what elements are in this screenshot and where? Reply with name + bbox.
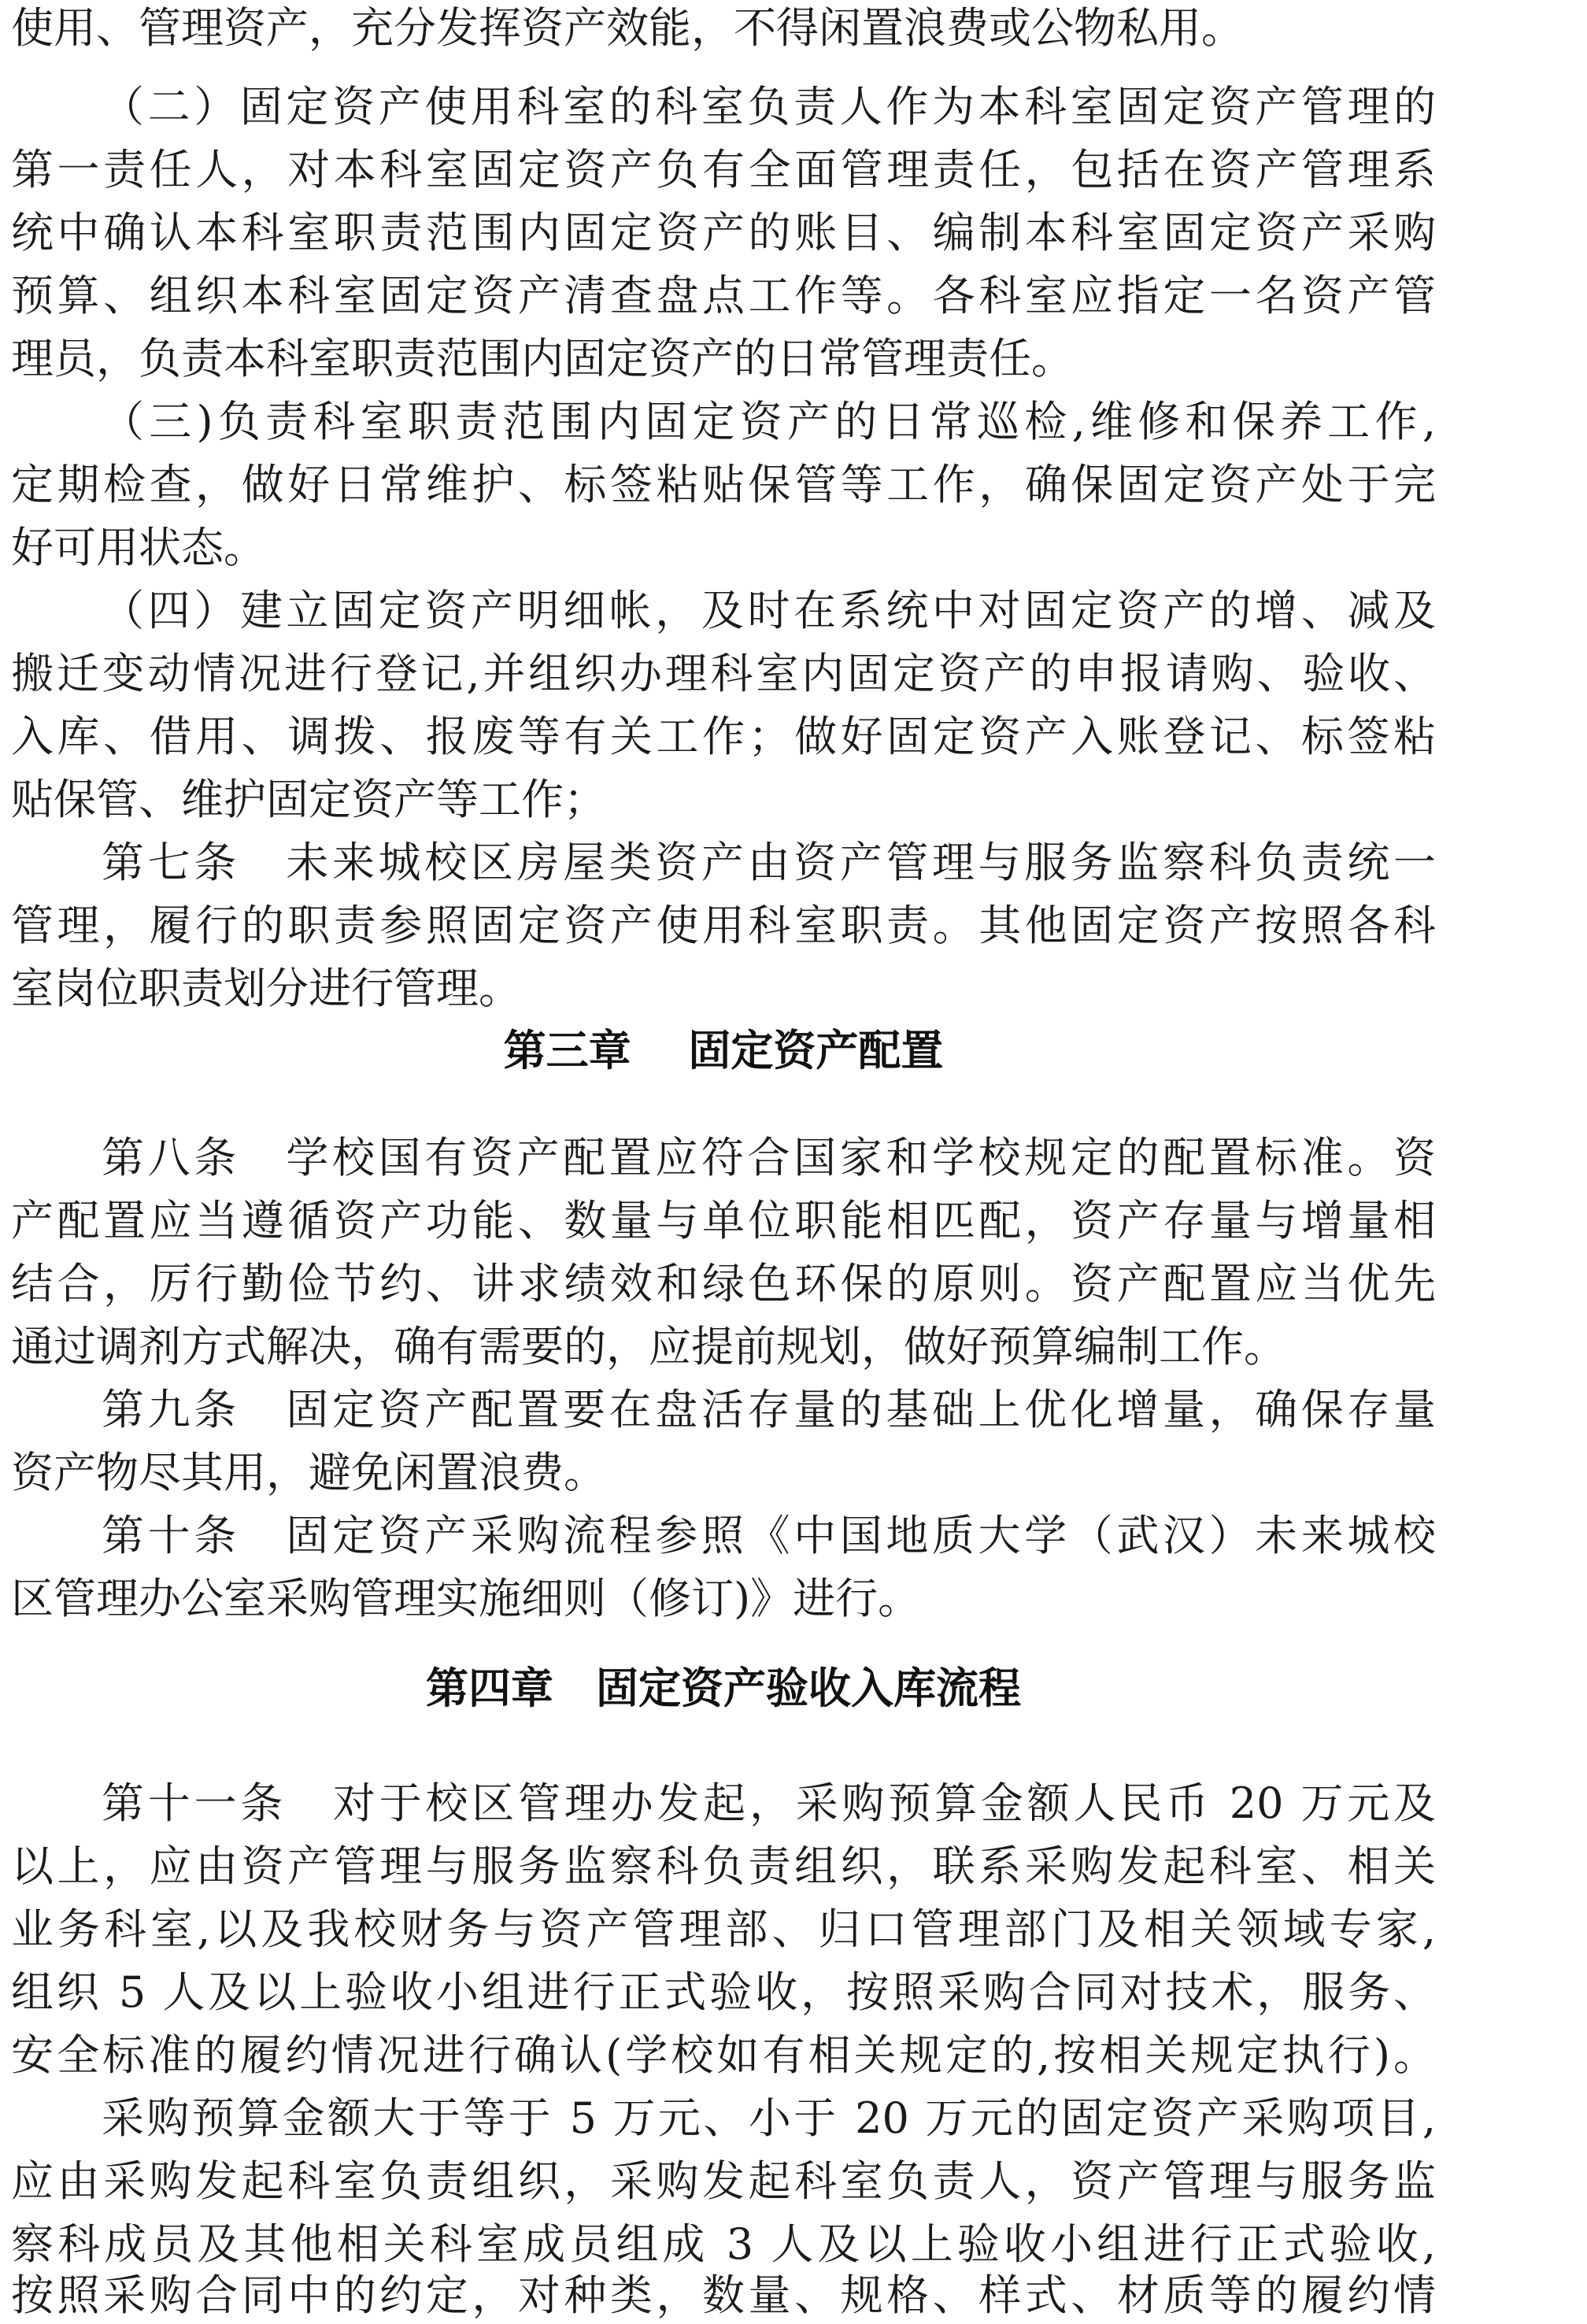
paragraph-line: （四）建立固定资产明细帐，及时在系统中对固定资产的增、减及 <box>102 586 1436 635</box>
paragraph-line: 管理，履行的职责参照固定资产使用科室职责。其他固定资产按照各科 <box>11 901 1436 950</box>
paragraph-line: 以上，应由资产管理与服务监察科负责组织，联系采购发起科室、相关 <box>11 1841 1436 1891</box>
paragraph-line: 第一责任人，对本科室固定资产负有全面管理责任，包括在资产管理系 <box>11 145 1436 194</box>
paragraph-line: 使用、管理资产，充分发挥资产效能，不得闲置浪费或公物私用。 <box>11 3 1244 53</box>
paragraph-line: 第十条 固定资产采购流程参照《中国地质大学（武汉）未来城校 <box>102 1511 1436 1560</box>
paragraph-line: 室岗位职责划分进行管理。 <box>11 964 521 1013</box>
paragraph-line: 产配置应当遵循资产功能、数量与单位职能相匹配，资产存量与增量相 <box>11 1196 1436 1245</box>
chapter-heading: 第四章 固定资产验收入库流程 <box>426 1663 1021 1713</box>
paragraph-line: 区管理办公室采购管理实施细则（修订)》进行。 <box>11 1574 921 1623</box>
paragraph-line: （二）固定资产使用科室的科室负责人作为本科室固定资产管理的 <box>102 82 1436 131</box>
paragraph-line: 搬迁变动情况进行登记,并组织办理科室内固定资产的申报请购、验收、 <box>11 649 1436 698</box>
paragraph-line: 理员，负责本科室职责范围内固定资产的日常管理责任。 <box>11 334 1074 383</box>
paragraph-line: 安全标准的履约情况进行确认(学校如有相关规定的,按相关规定执行)。 <box>11 2030 1436 2080</box>
paragraph-line: 第七条 未来城校区房屋类资产由资产管理与服务监察科负责统一 <box>102 838 1436 887</box>
paragraph-line: 第九条 固定资产配置要在盘活存量的基础上优化增量，确保存量 <box>102 1385 1436 1434</box>
paragraph-line: 资产物尽其用，避免闲置浪费。 <box>11 1448 606 1497</box>
paragraph-line: （三)负责科室职责范围内固定资产的日常巡检,维修和保养工作, <box>102 397 1436 446</box>
chapter-heading: 第三章 固定资产配置 <box>503 1026 944 1075</box>
paragraph-line: 应由采购发起科室负责组织，采购发起科室负责人，资产管理与服务监 <box>11 2156 1436 2206</box>
paragraph-line: 业务科室,以及我校财务与资产管理部、归口管理部门及相关领域专家, <box>11 1904 1436 1954</box>
paragraph-line: 通过调剂方式解决，确有需要的，应提前规划，做好预算编制工作。 <box>11 1322 1286 1371</box>
paragraph-line: 统中确认本科室职责范围内固定资产的账目、编制本科室固定资产采购 <box>11 208 1436 257</box>
paragraph-line: 预算、组织本科室固定资产清查盘点工作等。各科室应指定一名资产管 <box>11 271 1436 320</box>
paragraph-line: 好可用状态。 <box>11 523 266 572</box>
paragraph-line: 第八条 学校国有资产配置应符合国家和学校规定的配置标准。资 <box>102 1133 1436 1182</box>
paragraph-line: 察科成员及其他相关科室成员组成 3 人及以上验收小组进行正式验收, <box>11 2219 1436 2269</box>
paragraph-line: 第十一条 对于校区管理办发起，采购预算金额人民币 20 万元及 <box>102 1778 1436 1828</box>
paragraph-line: 定期检查，做好日常维护、标签粘贴保管等工作，确保固定资产处于完 <box>11 460 1436 509</box>
paragraph-line: 结合，厉行勤俭节约、讲求绩效和绿色环保的原则。资产配置应当优先 <box>11 1259 1436 1308</box>
paragraph-line: 组织 5 人及以上验收小组进行正式验收，按照采购合同对技术，服务、 <box>11 1967 1436 2017</box>
paragraph-line: 贴保管、维护固定资产等工作； <box>11 775 606 824</box>
paragraph-line: 入库、借用、调拨、报废等有关工作；做好固定资产入账登记、标签粘 <box>11 712 1436 761</box>
paragraph-line: 按照采购合同中的约定，对种类，数量、规格、样式、材质等的履约情 <box>11 2270 1436 2320</box>
paragraph-line: 采购预算金额大于等于 5 万元、小于 20 万元的固定资产采购项目, <box>102 2093 1436 2143</box>
